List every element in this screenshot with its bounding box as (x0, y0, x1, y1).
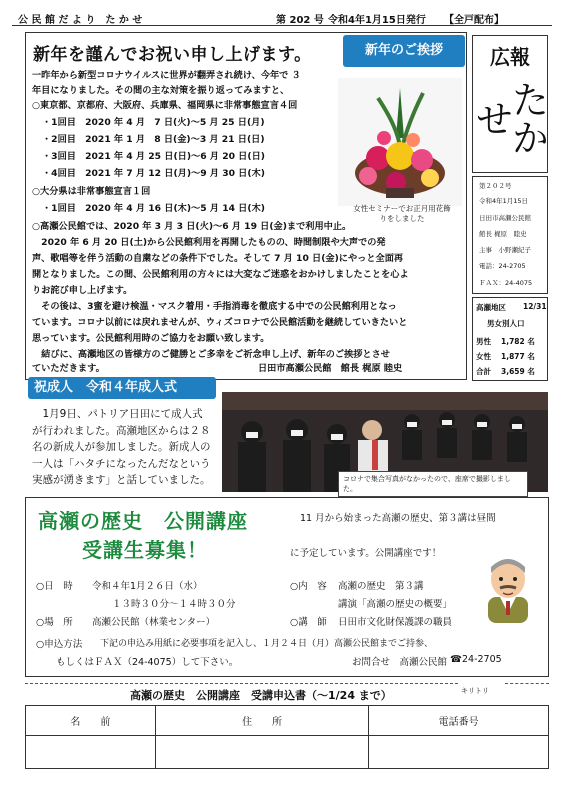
newsletter-name: 公 民 館 だ よ り た か せ (18, 15, 143, 26)
header-rule (12, 25, 552, 26)
date-value: 令和４年1月２６日（水） (92, 581, 203, 592)
body-line: 思っています。公民館利用時のご協力をお願い致します。 (32, 333, 270, 344)
apply-label: ○申込方法 (36, 639, 83, 650)
body-line: ・4回目 2021 年 7 月 12 日(月)～9 月 30 日(木) (42, 168, 265, 179)
body-line: ・3回目 2021 年 4 月 25 日(日)～6 月 20 日(日) (42, 151, 265, 162)
population-box (472, 297, 548, 381)
coming-of-age-text (32, 406, 222, 489)
info-line: 主事 小野瀬紀子 (479, 246, 531, 254)
body-line: 2020 年 6 月 20 日(土)から公民館利用を再開したものの、時間制限や大声での発 (32, 237, 386, 248)
flower-photo-caption: 女性セミナーでお正月用花飾りをしました (353, 204, 451, 223)
body-line: 開となりました。この間、公民館利用の方々には大変なご迷惑をおかけしましたことを心よ (32, 269, 409, 280)
body-line: ・1回目 2020 年 4 月 7 日(火)～5 月 25 日(月) (42, 117, 265, 128)
total-count: 3,659 名 (501, 367, 535, 376)
coming-of-age-line: 1月9日、パトリア日田にて成人式 (32, 408, 203, 420)
phone-icon: ☎ (450, 654, 462, 665)
cut-line (25, 683, 458, 684)
content-value: 高瀬の歴史 第３講 (338, 581, 424, 592)
body-line: 一昨年から新型コロナウイルスに世界が翻弄され続け、今年で ３ (32, 70, 301, 81)
lecture-note: に予定しています。公開講座です！ (290, 548, 442, 559)
contact-phone: 24-2705 (462, 654, 502, 665)
masthead-subtitle: たかせ (469, 80, 549, 156)
issue-date: 令和4年1月15日発行 (328, 15, 426, 26)
body-line: 声、歌唱等を伴う活動の自粛などの条件下でした。そして 7 月 10 日(金)にやっと全面再 (32, 253, 404, 264)
form-entry-row[interactable] (26, 736, 549, 769)
time-value: １３時３０分～１４時３０分 (112, 599, 236, 610)
contact-label: お問合せ 高瀬公民館 (352, 657, 448, 668)
lecture-note: 11 月から始まった高瀬の歴史、第３講は昼間 (300, 513, 496, 524)
coming-of-age-line: が行われました。高瀬地区からは２８ (32, 424, 211, 437)
content-value-2: 講演「高瀬の歴史の概要」 (338, 599, 453, 610)
ceremony-photo-caption: コロナで集合写真がなかったので、座席で撮影しました。 (338, 471, 528, 497)
cut-line (505, 683, 549, 684)
issue-number: 第 202 号 (276, 15, 324, 26)
male-count: 1,782 名 (501, 337, 535, 346)
lecturer-value: 日田市文化財保護課の職員 (338, 617, 453, 628)
coming-of-age-line: 名の新成人が参加しました。新成人の (32, 441, 211, 453)
form-header-row (26, 706, 549, 736)
cut-here-label: キリトリ (461, 687, 489, 695)
body-line: ・2回目 2021 年 1 月 8 日(金)～3 月 21 日(日) (42, 134, 265, 145)
body-line: りお詫び申し上げます。 (32, 285, 133, 296)
apply-value-2: もしくはＦＡＸ（24-4075）して下さい。 (56, 657, 239, 668)
info-line: 館長 梶原 睦史 (479, 230, 527, 238)
place-value: 高瀬公民館（林業センター） (92, 617, 216, 628)
application-form-table (25, 705, 549, 769)
apply-value: 下記の申込み用紙に必要事項を記入し、１月２４日（月）高瀬公民館までご持参、 (100, 639, 434, 649)
form-col-name: 名 前 (26, 706, 156, 736)
form-name-cell[interactable] (26, 736, 156, 769)
lecture-title: 高瀬の歴史 公開講座 (38, 509, 248, 533)
body-line: ○東京都、京都府、大阪府、兵庫県、福岡県に非常事態宣言４回 (32, 100, 298, 111)
date-label: ○日 時 (36, 581, 73, 592)
body-line: ・1回目 2020 年 4 月 16 日(木)～5 月 14 日(木) (42, 203, 265, 214)
elderly-man-illustration (478, 553, 538, 623)
distribution: 【全戸配布】 (444, 15, 504, 26)
flower-arrangement-photo (338, 78, 462, 206)
female-count: 1,877 名 (501, 352, 535, 361)
body-line: ています。コロナ以前には戻れませんが、ウィズコロナで公民館活動を継続していきたいと (32, 317, 408, 328)
masthead-title: 広報 (490, 45, 530, 69)
body-line: 結びに、高瀬地区の皆様方のご健勝とご多幸をご祈念申し上げ、新年のご挨拶とさせ (32, 349, 390, 360)
form-address-cell[interactable] (155, 736, 369, 769)
info-line: ＦＡＸ：24-4075 (479, 279, 533, 287)
info-line: 電話：24-2705 (479, 262, 526, 270)
lecturer-label: ○講 師 (290, 617, 327, 628)
publisher-info-box (472, 176, 548, 294)
population-area: 高瀬地区 (476, 303, 506, 312)
info-line: 日田市高瀬公民館 (479, 214, 531, 222)
body-line: その後は、3蜜を避け検温・マスク着用・手指消毒を徹底する中での公民館利用となっ (32, 301, 397, 312)
total-label: 合計 (476, 367, 491, 376)
coming-of-age-line: 実感が湧きます」と話していました。 (32, 474, 211, 486)
signature: 日田市高瀬公民館 館長 梶原 睦史 (258, 363, 403, 374)
info-line: 令和4年1月15日 (479, 197, 529, 205)
place-label: ○場 所 (36, 617, 73, 628)
female-label: 女性 (476, 352, 491, 361)
form-col-phone: 電話番号 (369, 706, 549, 736)
greeting-title: 新年を謹んでお祝い申し上げます。 (33, 45, 312, 65)
newsletter-header (12, 8, 552, 26)
greeting-tag: 新年のご挨拶 (343, 35, 465, 67)
content-label: ○内 容 (290, 581, 327, 592)
body-line: ていただきます。 (32, 363, 105, 374)
body-line: ○大分県は非常事態宣言１回 (32, 186, 151, 197)
male-label: 男性 (476, 337, 491, 346)
population-heading: 男女別人口 (487, 319, 525, 328)
form-phone-cell[interactable] (369, 736, 549, 769)
info-line: 第２０２号 (479, 182, 512, 190)
coming-of-age-tag: 祝成人 令和４年成人式 (28, 377, 216, 399)
lecture-subtitle: 受講生募集！ (82, 538, 208, 562)
form-title: 高瀬の歴史 公開講座 受講申込書（～1/24 まで） (130, 689, 392, 702)
body-line: ○高瀬公民館では、2020 年 3 月 3 日(火)～6 月 19 日(金)まで利用中止。 (32, 221, 352, 232)
form-col-address: 住 所 (155, 706, 369, 736)
population-date: 12/31 (523, 302, 547, 311)
coming-of-age-line: 一人は「ハタチになったんだなという (32, 457, 211, 470)
body-line: 年目になりました。その間の主な対策を振り返ってみますと、 (32, 85, 290, 96)
